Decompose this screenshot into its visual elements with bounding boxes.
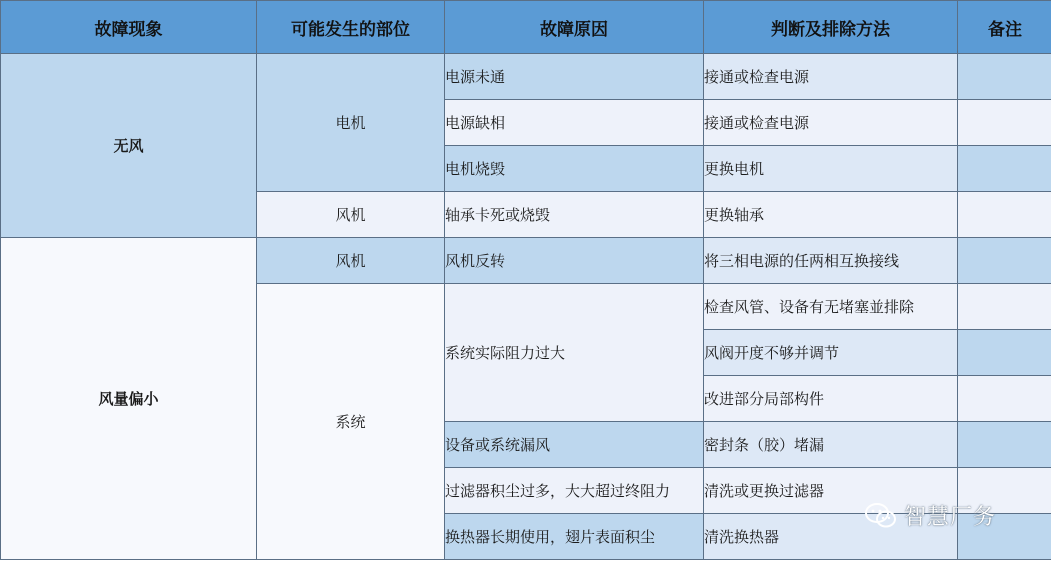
method-cell: 密封条（胶）堵漏 xyxy=(704,422,958,468)
header-symptom: 故障现象 xyxy=(1,1,257,54)
symptom-cell-low-air: 风量偏小 xyxy=(1,238,257,560)
location-cell-fan: 风机 xyxy=(257,192,445,238)
watermark xyxy=(864,500,996,531)
method-cell: 更换电机 xyxy=(704,146,958,192)
note-cell xyxy=(958,54,1051,100)
table-row xyxy=(1,238,1051,284)
header-row xyxy=(1,1,1051,54)
cause-cell: 电源缺相 xyxy=(445,100,704,146)
note-cell xyxy=(958,330,1051,376)
header-method: 判断及排除方法 xyxy=(704,1,958,54)
cause-cell: 电机烧毁 xyxy=(445,146,704,192)
cause-cell: 换热器长期使用，翅片表面积尘 xyxy=(445,514,704,560)
header-location: 可能发生的部位 xyxy=(257,1,445,54)
location-cell-fan: 风机 xyxy=(257,238,445,284)
method-cell: 清洗换热器 xyxy=(704,514,958,560)
cause-cell: 风机反转 xyxy=(445,238,704,284)
note-cell xyxy=(958,284,1051,330)
location-cell-system: 系统 xyxy=(257,284,445,560)
cause-cell: 电源未通 xyxy=(445,54,704,100)
note-cell xyxy=(958,146,1051,192)
method-cell: 风阀开度不够并调节 xyxy=(704,330,958,376)
note-cell xyxy=(958,100,1051,146)
cause-cell: 过滤器积尘过多，大大超过终阻力 xyxy=(445,468,704,514)
note-cell xyxy=(958,376,1051,422)
wechat-icon xyxy=(864,502,898,530)
method-cell: 接通或检查电源 xyxy=(704,100,958,146)
table-row xyxy=(1,54,1051,100)
method-cell: 改进部分局部构件 xyxy=(704,376,958,422)
header-cause: 故障原因 xyxy=(445,1,704,54)
method-cell: 接通或检查电源 xyxy=(704,54,958,100)
note-cell xyxy=(958,238,1051,284)
note-cell xyxy=(958,192,1051,238)
cause-cell: 设备或系统漏风 xyxy=(445,422,704,468)
method-cell: 检查风管、设备有无堵塞並排除 xyxy=(704,284,958,330)
header-note: 备注 xyxy=(958,1,1051,54)
watermark-text: 智慧厂务 xyxy=(904,505,997,530)
method-cell: 清洗或更换过滤器 xyxy=(704,468,958,514)
location-cell-motor: 电机 xyxy=(257,54,445,192)
cause-cell-resistance: 系统实际阻力过大 xyxy=(445,284,704,422)
method-cell: 将三相电源的任两相互换接线 xyxy=(704,238,958,284)
cause-cell: 轴承卡死或烧毁 xyxy=(445,192,704,238)
note-cell xyxy=(958,422,1051,468)
method-cell: 更换轴承 xyxy=(704,192,958,238)
symptom-cell-no-wind: 无风 xyxy=(1,54,257,238)
